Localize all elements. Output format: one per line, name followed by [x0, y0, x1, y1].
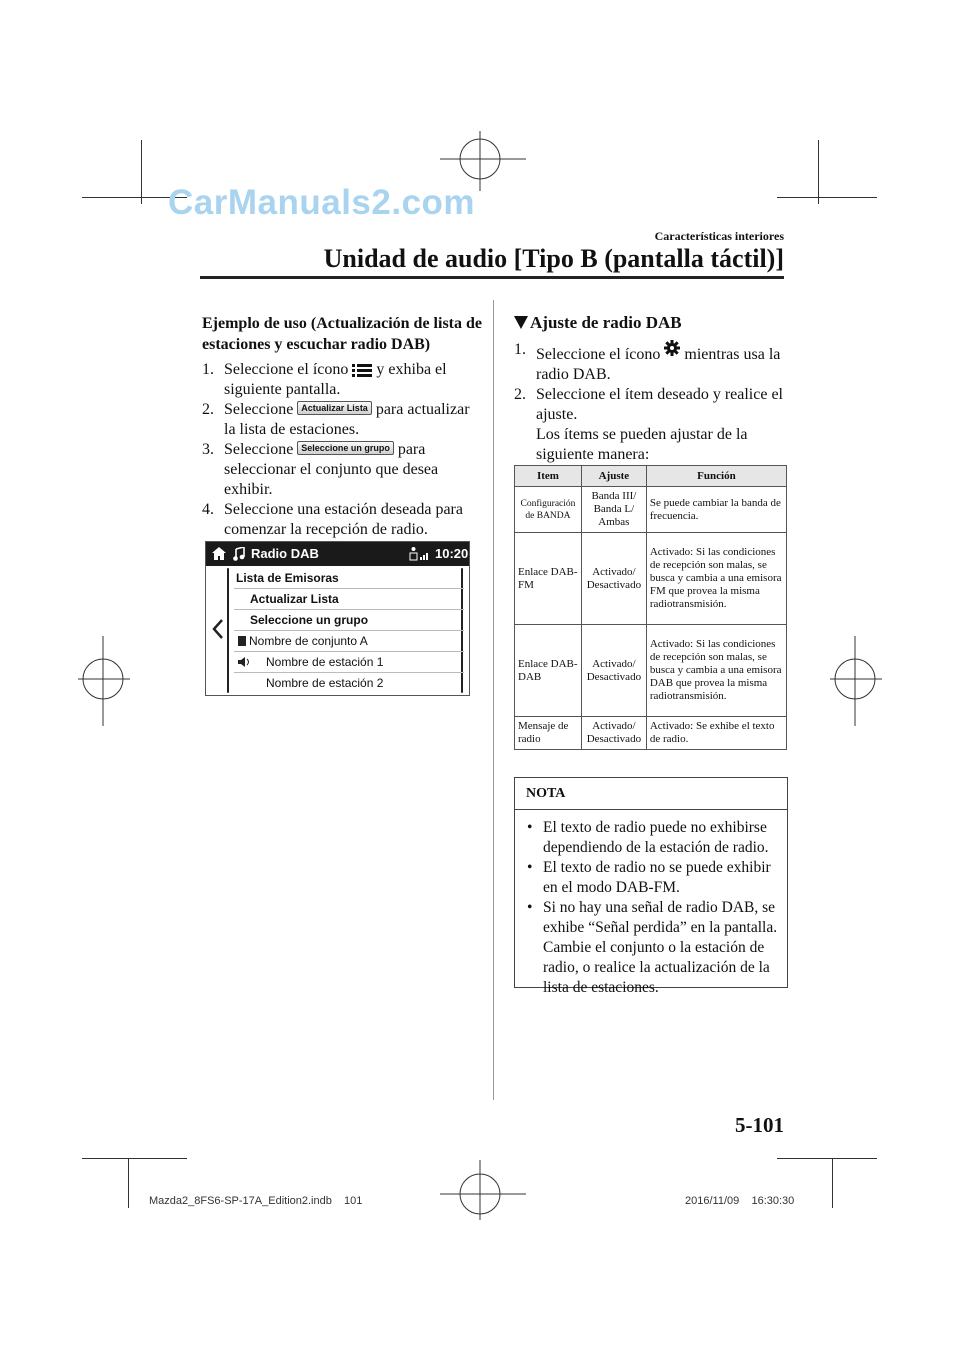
- list-item: Actualizar Lista: [234, 589, 464, 610]
- list-item: Nombre de estación 2: [266, 676, 384, 690]
- registration-mark-top: [440, 131, 526, 191]
- registration-mark-right: [830, 636, 882, 726]
- table-cell: Activado: Si las condiciones de recepción son malas, se busca y cambia a una emisora FM que provea la misma radiotransmisión.: [646, 533, 786, 625]
- step-2: 2. Seleccione Actualizar Lista para actualizar la lista de estaciones.: [202, 401, 470, 438]
- list-item: Lista de Emisoras: [234, 568, 464, 589]
- speaker-icon: [238, 657, 250, 667]
- table-cell: Mensaje de radio: [515, 717, 582, 750]
- footer-timestamp: 2016/11/09 16:30:30: [685, 1195, 795, 1207]
- actualizar-lista-button: Actualizar Lista: [297, 401, 372, 415]
- column-header: Ajuste: [581, 466, 646, 487]
- triangle-down-icon: [514, 316, 528, 329]
- step-2-note: Los ítems se pueden ajustar de la siguiente manera:: [536, 426, 748, 463]
- table-cell: Enlace DAB-FM: [515, 533, 582, 625]
- step-2: 2. Seleccione el ítem deseado y realice el ajuste. Los ítems se pueden ajustar de la siguiente manera:: [514, 386, 783, 463]
- phone-status-icon: [409, 546, 431, 561]
- table-cell: Enlace DAB-DAB: [515, 625, 582, 717]
- screen-title: Radio DAB: [251, 546, 319, 561]
- nota-title: NOTA: [515, 778, 787, 810]
- table-cell: Activado/ Desactivado: [581, 625, 646, 717]
- example-steps: [202, 360, 474, 540]
- list-item: Nombre de estación 1: [234, 652, 464, 673]
- step-1: 1. Seleccione el ícono y exhiba el siguiente pantalla.: [202, 361, 447, 398]
- clock-time: 10:20: [435, 546, 469, 561]
- table-row: [515, 625, 787, 717]
- step-1: 1. Seleccione el ícono mientras usa la radio DAB.: [514, 341, 781, 383]
- list-item: • Si no hay una señal de radio DAB, se exhibe “Señal perdida” en la pantalla. Cambie el conjunto o la estación de radio, o realice la actualización de la lista de estaciones.: [527, 899, 778, 996]
- ensemble-icon: [238, 636, 246, 646]
- table-cell: Activado/ Desactivado: [581, 717, 646, 750]
- dab-settings-table: [514, 465, 787, 750]
- dab-steps: [514, 340, 784, 465]
- list-item: Seleccione un grupo: [234, 610, 464, 631]
- table-row: [515, 717, 787, 750]
- table-cell: Activado: Si las condiciones de recepción son malas, se busca y cambia a una emisora DAB que provea la misma radiotransmisión.: [646, 625, 786, 717]
- title-rule: [200, 276, 784, 279]
- home-icon: [212, 547, 226, 560]
- footer-file-info: Mazda2_8FS6-SP-17A_Edition2.indb 101: [149, 1195, 363, 1207]
- table-cell: Activado/ Desactivado: [581, 533, 646, 625]
- example-heading: Ejemplo de uso (Actualización de lista de estaciones y escuchar radio DAB): [202, 315, 482, 353]
- list-item: • El texto de radio no se puede exhibir en el modo DAB-FM.: [527, 859, 771, 896]
- table-cell: Se puede cambiar la banda de frecuencia.: [646, 487, 786, 533]
- registration-mark-left: [78, 636, 130, 726]
- music-note-icon: [233, 547, 245, 561]
- watermark-logo: CarManuals2.com: [168, 183, 476, 222]
- table-row: [515, 533, 787, 625]
- screen-top-bar: [206, 542, 469, 566]
- step-3: 3. Seleccione Seleccione un grupo para seleccionar el conjunto que desea exhibir.: [202, 441, 439, 498]
- list-item: Nombre de conjunto A: [234, 631, 464, 652]
- list-icon: [352, 362, 372, 378]
- page-number: 5-101: [735, 1113, 784, 1137]
- registration-mark-bottom: [440, 1160, 526, 1220]
- page-title: Unidad de audio [Tipo B (pantalla táctil)]: [323, 244, 784, 273]
- column-header: Función: [646, 466, 786, 487]
- table-cell: Banda III/ Banda L/ Ambas: [581, 487, 646, 533]
- list-item: • El texto de radio puede no exhibirse dependiendo de la estación de radio.: [527, 819, 769, 856]
- nota-box: [514, 777, 788, 996]
- table-header-row: [515, 466, 787, 487]
- table-cell: Activado: Se exhibe el texto de radio.: [646, 717, 786, 750]
- step-4: 4. Seleccione una estación deseada para comenzar la recepción de radio.: [202, 501, 463, 538]
- list-border: [227, 568, 229, 693]
- gear-icon: [664, 340, 680, 356]
- table-row: [515, 487, 787, 533]
- back-chevron-icon: [212, 618, 224, 640]
- nota-list: [525, 818, 787, 998]
- section-label: Características interiores: [654, 229, 784, 243]
- column-divider: [493, 300, 494, 1100]
- radio-dab-screen: [205, 541, 470, 696]
- column-header: Item: [515, 466, 582, 487]
- seleccione-grupo-button: Seleccione un grupo: [297, 441, 394, 455]
- screen-list: [206, 566, 469, 695]
- table-cell: Configuración de BANDA: [515, 487, 582, 533]
- dab-settings-heading: Ajuste de radio DAB: [514, 313, 682, 333]
